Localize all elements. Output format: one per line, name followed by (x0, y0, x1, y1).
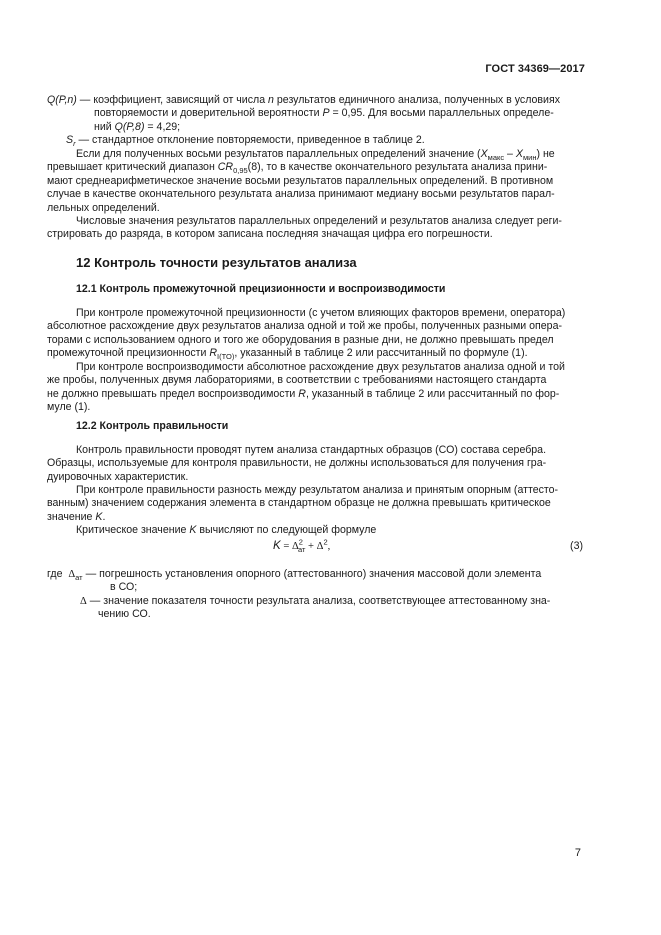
definitions-top (47, 94, 586, 148)
paragraph-formula-intro: Критическое значение K вычисляют по следующей формуле (76, 524, 377, 536)
paragraph-trueness-control: Контроль правильности проводят путем анализа стандартных образцов (СО) состава серебра. Образцы, используемые для контроля правильности, не должны использоваться для получения гра- дуировочных характеристик. (47, 444, 547, 483)
subsection-12-1-heading: 12.1 Контроль промежуточной прецизионности и воспроизводимости (76, 283, 446, 295)
standard-code-header: ГОСТ 34369—2017 (485, 63, 585, 75)
subsection-12-2-heading: 12.2 Контроль правильности (76, 420, 229, 432)
def-q-line3: ний Q(P,8) = 4,29; (94, 120, 181, 133)
formula-number: (3) (570, 540, 583, 552)
page-number: 7 (574, 847, 581, 859)
formula-3: $K = \Delta^2_{ат} + \Delta^2$, (273, 537, 331, 555)
paragraph-trueness-difference: При контроле правильности разность между результатом анализа и принятым опорным (аттесто- ванным) значением содержания элемента в стандартном образце не должна превышать критическое значение K. (47, 484, 559, 523)
paragraph-registration: Числовые значения результатов параллельных определений и результатов анализа следует реги- стрировать до разряда, в котором записана последняя значащая цифра его погрешности. (47, 215, 562, 241)
def-q-line2: повторяемости и доверительной вероятности P = 0,95. Для восьми параллельных определе- (94, 107, 554, 120)
def-q-line1: Q(P,n) — коэффициент, зависящий от числа n результатов единичного анализа, полученных в условиях (47, 94, 560, 106)
section-12-heading: 12 Контроль точности результатов анализа (76, 255, 357, 270)
paragraph-intermediate-precision: При контроле промежуточной прецизионности (с учетом влияющих факторов времени, оператора) абсолютное расхождение двух результатов анализа одной и той же пробы, полученных разными опера- торами с использованием одного и того же оборудования в разные дни, не должно превышать предел промежуточной прецизионности $R_{I(TO)}$, указанный в таблице 2 или рассчитанный по формуле (1). (47, 307, 566, 362)
definitions-bottom: где $\Delta_{ат}$ — погрешность установления опорного (аттестованного) значения массовой доли элемента в СО; Δ — значение показателя точности результата анализа, соответствующее аттестованному зна- чению СО. (47, 568, 551, 621)
paragraph-reproducibility: При контроле воспроизводимости абсолютное расхождение двух результатов анализа одной и той же пробы, полученных двумя лабораториями, в соответствии с требованиями настоящего стандарта не должно превышать предел воспроизводимости R, указанный в таблице 2 или рассчитанный по фор- муле (1). (47, 361, 565, 414)
paragraph-critical-range: Если для полученных восьми результатов параллельных определений значение $(X_{макс} - X_{мин})$ не превышает критический диапазон $CR_{0,95}(8)$, то в качестве окончательного результата анализа прини- мают среднеарифметическое значение восьми результатов параллельных определений. В противном случае в качестве окончательного результата анализа принимают медиану восьми результатов парал- лельных определений. (47, 148, 555, 214)
def-s-line: $S_r$ — стандартное отклонение повторяемости, приведенное в таблице 2. (66, 134, 425, 149)
